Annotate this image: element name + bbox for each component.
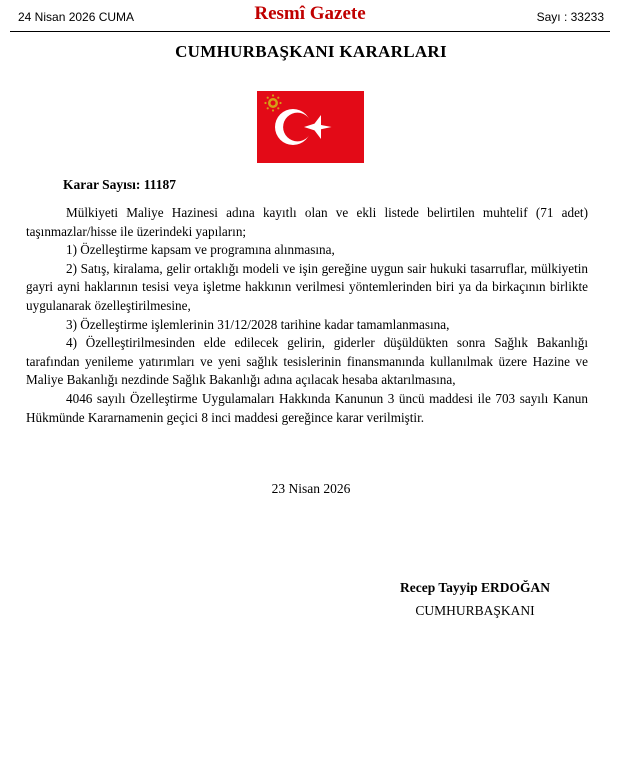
signer-title: CUMHURBAŞKANI (415, 603, 535, 618)
body-paragraph: 3) Özelleştirme işlemlerinin 31/12/2028 tarihine kadar tamamlanmasına, (66, 316, 450, 332)
gazette-name: Resmî Gazete (254, 3, 366, 24)
body-paragraph: 4) Özelleştirilmesinden elde edilecek gelirin, giderler düşüldükten sonra Sağlık Bakanlığı tarafından yenileme yatırımları ve yeni sağlık tesislerinin finansmanında kullanılmak üzere Hazine ve Maliye Bakanlığı nezdinde Sağlık Bakanlığı adına açılacak hesaba aktarılmasına, (26, 335, 588, 388)
signer-name: Recep Tayyip ERDOĞAN (399, 580, 551, 595)
section-title: CUMHURBAŞKANI KARARLARI (175, 42, 447, 61)
gazette-header (10, 0, 610, 32)
turkish-flag-icon (257, 91, 364, 163)
decision-number: Karar Sayısı: 11187 (63, 177, 177, 192)
decision-date: 23 Nisan 2026 (271, 481, 351, 496)
body-paragraph: Mülkiyeti Maliye Hazinesi adına kayıtlı olan ve ekli listede belirtilen muhtelif (71 adet) taşınmazlar/hisse ile üzerindeki yapıların; (26, 205, 588, 239)
body-paragraph: 2) Satış, kiralama, gelir ortaklığı modeli ve işin gereğine uygun sair hukuki tasarruflar, mülkiyetin gayri ayni haklarının tesisi veya işletme hakkının verilmesi yöntemlerinden biri ya da birkaçının birlikte uygulanarak özelleştirilmesine, (26, 260, 588, 313)
issue-date: 24 Nisan 2026 CUMA (18, 10, 135, 24)
decision-body (26, 204, 588, 427)
body-paragraph: 1) Özelleştirme kapsam ve programına alınmasına, (66, 242, 335, 258)
body-paragraph: 4046 sayılı Özelleştirme Uygulamaları Hakkında Kanunun 3 üncü maddesi ile 703 sayılı Kanun Hükmünde Kararnamenin geçici 8 inci maddesi gereğince karar verilmiştir. (26, 390, 588, 425)
issue-number: Sayı : 33233 (536, 10, 604, 24)
